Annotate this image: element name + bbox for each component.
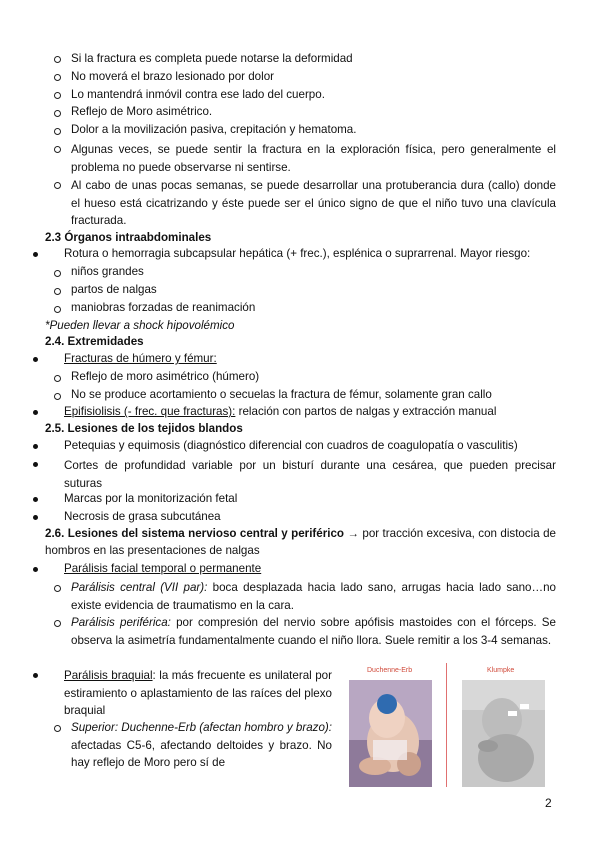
list-item: partos de nalgas [71, 283, 157, 296]
list-item: Marcas por la monitorización fetal [64, 492, 238, 505]
central-label: Parálisis central (VII par): [71, 581, 208, 594]
list-item: Cortes de profundidad variable por un bisturí durante una cesárea, que pueden precisar suturas [64, 459, 556, 490]
periph-label: Parálisis periférica: [71, 616, 171, 629]
list-item: Rotura o hemorragia subcapsular hepática (+ frec.), esplénica o suprarrenal. Mayor riesgo: [64, 247, 531, 260]
list-item: Si la fractura es completa puede notarse la deformidad [71, 52, 353, 65]
list-item [71, 719, 332, 772]
brachial-text: : la más frecuente es unilateral por estiramiento o aplastamiento de las raíces del plexo braquial [64, 669, 332, 718]
list-item: Petequias y equimosis (diagnóstico diferencial con cuadros de coagulopatía o vasculitis) [64, 439, 518, 452]
heading-bold: 2.6. Lesiones del sistema nervioso central y periférico [45, 527, 344, 540]
list-item: Al cabo de unas pocas semanas, se puede desarrollar una protuberancia dura (callo) donde el hueso está cicatrizando y éste puede ser el único signo de que el niño tuvo una clavícula fracturada. [71, 179, 556, 228]
list-item: maniobras forzadas de reanimación [71, 301, 256, 314]
duchenne-erb-photo [349, 680, 432, 787]
note: *Pueden llevar a shock hipovolémico [45, 319, 235, 332]
list-item: No moverá el brazo lesionado por dolor [71, 70, 275, 83]
section-heading-2-5: 2.5. Lesiones de los tejidos blandos [45, 422, 243, 435]
klumpke-photo [462, 680, 545, 787]
section-heading-2-4: 2.4. Extremidades [45, 335, 144, 348]
epifisiolisis-label: Epifisiolisis (- frec. que fracturas): [64, 405, 236, 418]
list-item: Parálisis facial temporal o permanente [64, 562, 262, 575]
central-text: boca desplazada hacia lado sano, arrugas hacia lado sano…no existe evidencia de traumatismo en la cara. [71, 581, 556, 612]
list-item: Lo mantendrá inmóvil contra ese lado del cuerpo. [71, 88, 325, 101]
list-item: Necrosis de grasa subcutánea [64, 510, 221, 523]
section-heading-2-3: 2.3 Órganos intraabdominales [45, 231, 212, 244]
list-item: Algunas veces, se puede sentir la fractura en la exploración física, pero generalmente el problema no puede observarse ni sentirse. [71, 143, 556, 174]
list-item [64, 667, 332, 720]
figure-divider [446, 663, 447, 787]
caption-duchenne-erb: Duchenne-Erb [367, 667, 413, 674]
list-item [71, 579, 556, 614]
superior-text: afectadas C5-6, afectando deltoides y brazo. No hay reflejo de Moro pero sí de [71, 738, 332, 770]
section-heading-2-6 [45, 526, 556, 559]
brachial-label: Parálisis braquial [64, 669, 153, 682]
list-item: Dolor a la movilización pasiva, crepitación y hematoma. [71, 123, 357, 136]
list-item: Fracturas de húmero y fémur: [64, 352, 217, 365]
list-item: niños grandes [71, 265, 144, 278]
caption-klumpke: Klumpke [487, 667, 515, 674]
page-number: 2 [545, 796, 552, 810]
list-item [71, 614, 556, 649]
superior-label: Superior: Duchenne-Erb (afectan hombro y brazo): [71, 721, 332, 734]
epifisiolisis-text: relación con partos de nalgas y extracción manual [235, 405, 497, 418]
heading-rest: por tracción excesiva, con distocia de hombros en las presentaciones de nalgas [45, 527, 556, 557]
periph-text: por compresión del nervio sobre apófisis mastoides con el fórceps. Se observa la asimetría fundamentalmente cuando el niño llora. Suele remitir a los 3-4 semanas. [71, 616, 556, 647]
list-item: No se produce acortamiento o secuelas la fractura de fémur, solamente gran callo [71, 388, 492, 401]
list-item: Reflejo de Moro asimétrico. [71, 105, 213, 118]
list-item: Reflejo de moro asimétrico (húmero) [71, 370, 260, 383]
arrow: → [343, 527, 363, 540]
list-item [64, 405, 496, 419]
